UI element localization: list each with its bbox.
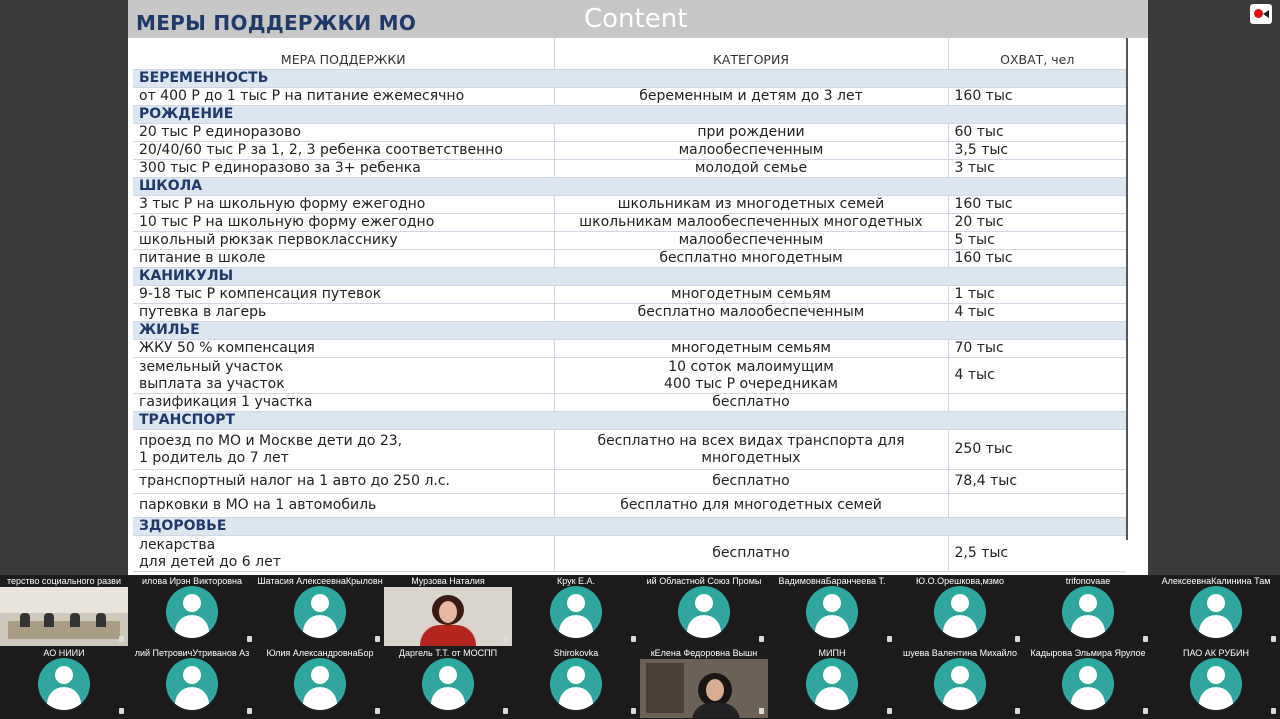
category-cell [554,142,948,160]
measure-cell-text-line2: для детей до 6 лет [139,553,281,570]
table-row [133,358,1126,394]
user-avatar-icon [1062,658,1114,710]
measure-cell-text: газификация 1 участка [139,394,313,410]
participant-name: Крук Е.А. [556,576,596,586]
reach-cell [948,88,1126,106]
reach-cell-text: 60 тыс [954,124,1004,140]
user-avatar-icon [550,658,602,710]
column-header-category: КАТЕГОРИЯ [554,38,948,70]
participant-tile[interactable] [640,575,768,646]
table-row [133,470,1126,494]
measure-cell-text: путевка в лагерь [139,304,267,320]
mic-icon [375,636,380,642]
mic-icon [759,708,764,714]
participant-name: ВадимовнаБаранчеева Т. [778,576,886,586]
participant-name: терство социального разви [7,576,121,586]
measure-cell [133,286,554,304]
participant-tile[interactable] [128,647,256,718]
user-avatar-icon [1190,586,1242,638]
mic-icon [1015,636,1020,642]
measure-cell-text: парковки в МО на 1 автомобиль [139,497,377,513]
measure-cell [133,470,554,494]
table-header-row [133,38,1126,70]
content-share-label: Content [584,4,688,34]
participant-tile[interactable] [512,575,640,646]
reach-cell-text: 4 тыс [954,304,995,320]
measure-cell-text-line2: выплата за участок [139,375,285,392]
mic-icon [503,708,508,714]
measure-cell [133,358,554,394]
category-cell-text: при рождении [697,124,805,140]
participant-tile[interactable] [896,575,1024,646]
category-cell-text: многодетным семьям [671,286,831,302]
participant-name: trifonovaae [1065,576,1111,586]
participant-name: кЕлена Федоровна Вышн [650,648,758,658]
reach-cell-text: 3 тыс [954,160,995,176]
measure-cell [133,142,554,160]
reach-cell [948,494,1126,518]
participant-tile[interactable] [1024,575,1152,646]
user-avatar-icon [294,586,346,638]
table-row [133,232,1126,250]
section-title: ЖИЛЬЕ [133,322,1126,340]
category-cell-text: бесплатно [712,545,790,561]
measure-cell-text: от 400 Р до 1 тыс Р на питание ежемесячно [139,88,465,104]
participant-name: АО НИИИ [43,648,85,658]
participant-video [0,587,128,646]
measure-cell-text: 3 тыс Р на школьную форму ежегодно [139,196,426,212]
mic-icon [631,708,636,714]
slide-header [128,0,1148,38]
category-cell [554,88,948,106]
measure-cell-text: транспортный налог на 1 авто до 250 л.с. [139,473,450,489]
user-avatar-icon [1062,586,1114,638]
reach-cell [948,304,1126,322]
participant-tile[interactable] [256,575,384,646]
mic-icon [631,636,636,642]
measure-cell-text: ЖКУ 50 % компенсация [139,340,315,356]
measure-cell-text: питание в школе [139,250,266,266]
category-cell-text: многодетным семьям [671,340,831,356]
column-header-reach: ОХВАТ, чел [948,38,1126,70]
reach-cell [948,286,1126,304]
reach-cell [948,250,1126,268]
reach-cell [948,124,1126,142]
participant-tile[interactable] [512,647,640,718]
participant-video [384,587,512,646]
reach-cell-text: 250 тыс [954,441,1013,457]
category-cell [554,430,948,470]
mic-icon [1271,636,1276,642]
category-cell [554,160,948,178]
reach-cell-text: 2,5 тыс [954,545,1009,561]
category-cell [554,340,948,358]
measure-cell-text: земельный участок [139,358,284,375]
reach-cell-text: 160 тыс [954,88,1013,104]
category-cell-text: бесплатно многодетным [659,250,843,266]
participant-name: шуева Валентина Михайло [903,648,1017,658]
table-row [133,340,1126,358]
participant-name: Шатасия АлексеевнаКрыловн [257,576,383,586]
section-row [133,70,1126,88]
category-cell [554,394,948,412]
participant-name: МИПН [818,648,846,658]
category-cell-text: школьникам малообеспеченных многодетных [579,214,923,230]
mic-icon [1271,708,1276,714]
measure-cell [133,394,554,412]
participant-tile[interactable] [768,575,896,646]
table-edge [1126,38,1128,540]
participant-tile[interactable] [640,647,768,718]
mic-icon [503,636,508,642]
participant-name: илова Ирэн Викторовна [142,576,242,586]
mic-icon [1015,708,1020,714]
user-avatar-icon [166,586,218,638]
category-cell-text: школьникам из многодетных семей [617,196,885,212]
reach-cell [948,430,1126,470]
mic-icon [119,636,124,642]
slide-title: МЕРЫ ПОДДЕРЖКИ МО [136,11,417,35]
category-cell [554,214,948,232]
table-row [133,494,1126,518]
measure-cell-text: 300 тыс Р единоразово за 3+ ребенка [139,160,421,176]
section-title: ТРАНСПОРТ [133,412,1126,430]
category-cell-text: малообеспеченным [678,232,824,248]
section-title: ШКОЛА [133,178,1126,196]
measure-cell-text: лекарства [139,536,216,553]
reach-cell-text: 160 тыс [954,250,1013,266]
category-cell-text: бесплатно малообеспеченным [637,304,865,320]
participant-name: Кадырова Эльмира Ярулое [1030,648,1146,658]
mic-icon [375,708,380,714]
participant-tile[interactable] [896,647,1024,718]
user-avatar-icon [678,586,730,638]
table-row [133,142,1126,160]
section-row [133,518,1126,536]
measure-cell-text: школьный рюкзак первокласснику [139,232,398,248]
table-row [133,160,1126,178]
shared-slide [128,0,1148,575]
category-cell-text: малообеспеченным [678,142,824,158]
category-cell [554,470,948,494]
participant-name: Мурзова Наталия [411,576,485,586]
measure-cell [133,340,554,358]
participant-name: ий Областной Союз Промы [646,576,762,586]
table-row [133,250,1126,268]
table-row [133,536,1126,572]
section-row [133,412,1126,430]
measure-cell-text: 9-18 тыс Р компенсация путевок [139,286,382,302]
category-cell-text: бесплатно [712,473,790,489]
category-cell-text-line2: 400 тыс Р очередникам [664,375,838,392]
reach-cell-text: 4 тыс [954,367,995,383]
category-cell [554,124,948,142]
measure-cell [133,160,554,178]
table-row [133,304,1126,322]
mic-icon [119,708,124,714]
reach-cell [948,196,1126,214]
reach-cell-text: 78,4 тыс [954,473,1018,489]
reach-cell-text: 20 тыс [954,214,1004,230]
section-title: БЕРЕМЕННОСТЬ [133,70,1126,88]
user-avatar-icon [422,658,474,710]
reach-cell [948,340,1126,358]
reach-cell-text: 1 тыс [954,286,995,302]
measure-cell [133,196,554,214]
measure-cell-text: 10 тыс Р на школьную форму ежегодно [139,214,435,230]
participant-name: АлексеевнаКалинина Там [1161,576,1271,586]
category-cell [554,286,948,304]
participants-grid [0,575,1280,719]
category-cell [554,250,948,268]
table-row [133,394,1126,412]
participant-tile[interactable] [1024,647,1152,718]
section-row [133,178,1126,196]
measure-cell [133,430,554,470]
category-cell-text: молодой семье [694,160,808,176]
category-cell [554,358,948,394]
participant-tile[interactable] [1152,575,1280,646]
measure-cell-text: 20 тыс Р единоразово [139,124,301,140]
participant-name: Юлия АлександровнаБор [266,648,374,658]
category-cell [554,494,948,518]
section-row [133,106,1126,124]
user-avatar-icon [38,658,90,710]
measure-cell [133,214,554,232]
measure-cell [133,124,554,142]
measure-cell [133,250,554,268]
reach-cell [948,214,1126,232]
participant-name: Ю.О.Орешкова,мзмо [916,576,1004,586]
participant-name: лий ПетровичУтриванов Аз [134,648,250,658]
column-header-measure: МЕРА ПОДДЕРЖКИ [133,38,554,70]
left-letterbox [0,0,128,575]
section-title: КАНИКУЛЫ [133,268,1126,286]
reach-cell-text: 70 тыс [954,340,1004,356]
user-avatar-icon [806,658,858,710]
right-letterbox [1148,0,1280,575]
support-measures-table [133,38,1126,572]
measure-cell [133,88,554,106]
participant-tile[interactable] [768,647,896,718]
reach-cell [948,142,1126,160]
user-avatar-icon [806,586,858,638]
category-cell-text-line2: многодетных [701,449,801,466]
participant-tile[interactable] [0,647,128,718]
section-row [133,322,1126,340]
category-cell-text: бесплатно [712,394,790,410]
category-cell [554,196,948,214]
reach-cell [948,232,1126,250]
participant-name: Даргель Т.Т. от МОСПП [398,648,498,658]
table-row [133,88,1126,106]
section-row [133,268,1126,286]
category-cell-text: бесплатно для многодетных семей [620,497,882,513]
participant-name: ПАО АК РУБИН [1183,648,1249,658]
participant-tile[interactable] [128,575,256,646]
category-cell-text: 10 соток малоимущим [668,358,834,375]
mic-icon [887,708,892,714]
measure-cell-text: проезд по МО и Москве дети до 23, [139,432,403,449]
measure-cell [133,304,554,322]
reach-cell [948,536,1126,572]
participant-tile[interactable] [384,647,512,718]
measure-cell-text: 20/40/60 тыс Р за 1, 2, 3 ребенка соответственно [139,142,503,158]
category-cell-text: беременным и детям до 3 лет [639,88,863,104]
category-cell [554,304,948,322]
category-cell [554,232,948,250]
user-avatar-icon [166,658,218,710]
reach-cell [948,160,1126,178]
mic-icon [1143,708,1148,714]
mic-icon [759,636,764,642]
participant-video [640,659,768,718]
mic-icon [887,636,892,642]
reach-cell [948,394,1126,412]
category-cell-text: бесплатно на всех видах транспорта для [597,432,905,449]
measure-cell-text-line2: 1 родитель до 7 лет [139,449,289,466]
table-row [133,430,1126,470]
reach-cell [948,358,1126,394]
user-avatar-icon [934,658,986,710]
participant-tile[interactable] [256,647,384,718]
participant-tile[interactable] [0,575,128,646]
mic-icon [247,708,252,714]
table-row [133,286,1126,304]
mic-icon [1143,636,1148,642]
section-title: ЗДОРОВЬЕ [133,518,1126,536]
measure-cell [133,536,554,572]
participant-tile[interactable] [1152,647,1280,718]
table-row [133,124,1126,142]
user-avatar-icon [550,586,602,638]
recording-icon[interactable] [1250,4,1272,24]
reach-cell-text: 5 тыс [954,232,995,248]
measure-cell [133,232,554,250]
table-row [133,196,1126,214]
participant-tile[interactable] [384,575,512,646]
user-avatar-icon [294,658,346,710]
measure-cell [133,494,554,518]
reach-cell-text: 160 тыс [954,196,1013,212]
section-title: РОЖДЕНИЕ [133,106,1126,124]
user-avatar-icon [934,586,986,638]
category-cell [554,536,948,572]
reach-cell [948,470,1126,494]
user-avatar-icon [1190,658,1242,710]
participant-name: Shirokovka [553,648,599,658]
mic-icon [247,636,252,642]
reach-cell-text: 3,5 тыс [954,142,1009,158]
table-row [133,214,1126,232]
